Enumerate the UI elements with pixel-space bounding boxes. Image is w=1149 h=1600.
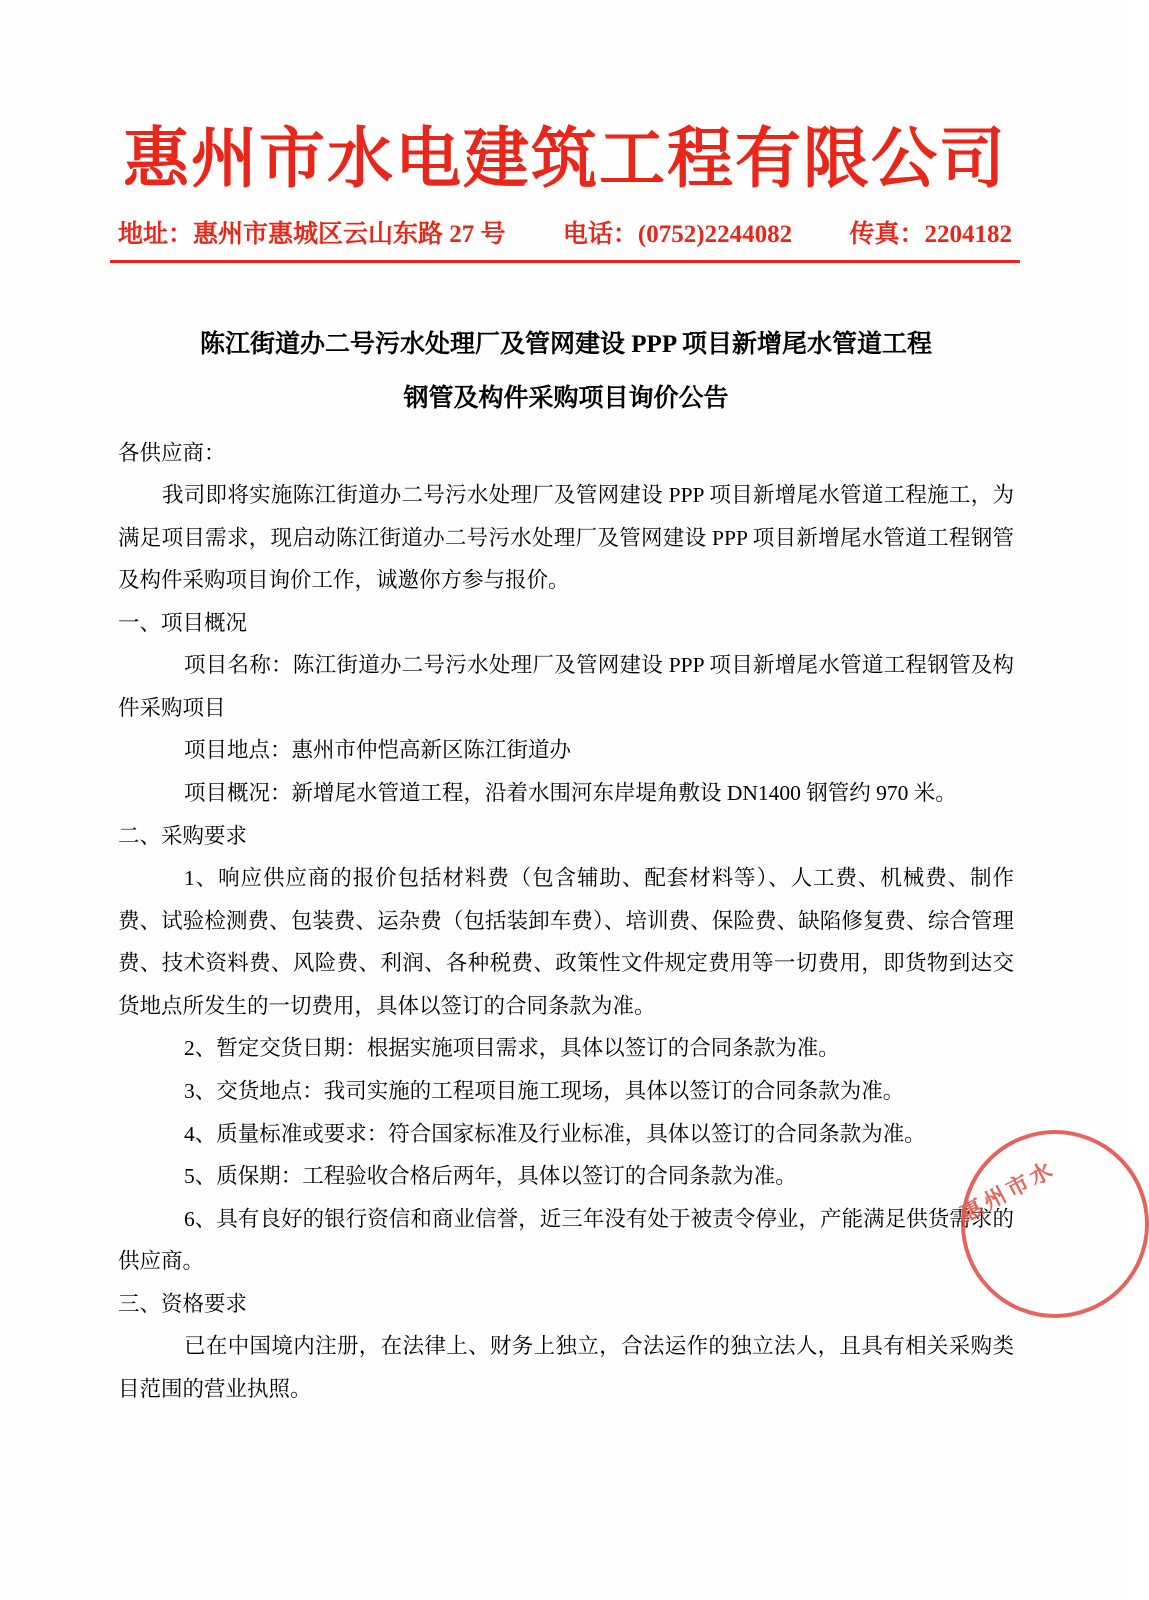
phone-text: 电话：(0752)2244082 (562, 220, 793, 248)
fax-text: 传真：2204182 (849, 220, 1012, 248)
letterhead (110, 120, 1020, 271)
address-text: 地址：惠州市惠城区云山东路 27 号 (118, 220, 506, 248)
section-3-heading: 三、资格要求 (118, 1291, 248, 1316)
salutation: 各供应商： (118, 440, 226, 465)
seal-text: 惠州市水 (956, 1155, 1060, 1227)
requirement-item-3: 3、交货地点：我司实施的工程项目施工现场，具体以签订的合同条款为准。 (184, 1078, 905, 1103)
letterhead-divider (110, 260, 1020, 263)
requirement-item-1: 1、响应供应商的报价包括材料费（包含辅助、配套材料等）、人工费、机械费、制作费、试验检测费、包装费、运杂费（包括装卸车费）、培训费、保险费、缺陷修复费、综合管理费、技术资料费、风险费、利润、各种税费、政策性文件规定费用等一切费用，即货物到达交货地点所发生的一切费用，具体以签订的合同条款为准。 (118, 866, 1014, 1018)
requirement-item-5: 5、质保期：工程验收合格后两年，具体以签订的合同条款为准。 (184, 1164, 797, 1189)
document-title-line1: 陈江街道办二号污水处理厂及管网建设 PPP 项目新增尾水管道工程 (200, 331, 932, 358)
qualification-body: 已在中国境内注册，在法律上、财务上独立，合法运作的独立法人，且具有相关采购类目范围的营业执照。 (118, 1334, 1014, 1401)
project-location: 项目地点：惠州市仲恺高新区陈江街道办 (184, 738, 572, 763)
requirement-item-2: 2、暂定交货日期：根据实施项目需求，具体以签订的合同条款为准。 (184, 1036, 840, 1061)
section-1-heading: 一、项目概况 (118, 610, 248, 635)
intro-paragraph: 我司即将实施陈江街道办二号污水处理厂及管网建设 PPP 项目新增尾水管道工程施工，为满足项目需求，现启动陈江街道办二号污水处理厂及管网建设 PPP 项目新增尾水管道工程钢管及构件采购项目询价工作，诚邀你方参与报价。 (118, 483, 1015, 593)
document-body (118, 318, 1014, 1410)
project-overview: 项目概况：新增尾水管道工程，沿着水围河东岸堤角敷设 DN1400 钢管约 970 米。 (184, 781, 957, 805)
company-name: 惠州市水电建筑工程有限公司 (123, 119, 1007, 197)
project-name: 项目名称：陈江街道办二号污水处理厂及管网建设 PPP 项目新增尾水管道工程钢管及构件采购项目 (118, 653, 1014, 720)
document-title-line2: 钢管及构件采购项目询价公告 (403, 384, 729, 412)
document-title (118, 318, 1014, 426)
seal-clip (956, 560, 1131, 1227)
requirement-item-4: 4、质量标准或要求：符合国家标准及行业标准，具体以签订的合同条款为准。 (184, 1121, 926, 1146)
contact-line (110, 214, 1020, 250)
requirement-item-6: 6、具有良好的银行资信和商业信誉，近三年没有处于被责令停业，产能满足供货需求的供应商。 (118, 1206, 1014, 1274)
official-seal-icon (956, 1130, 1149, 1318)
section-2-heading: 二、采购要求 (118, 823, 248, 848)
